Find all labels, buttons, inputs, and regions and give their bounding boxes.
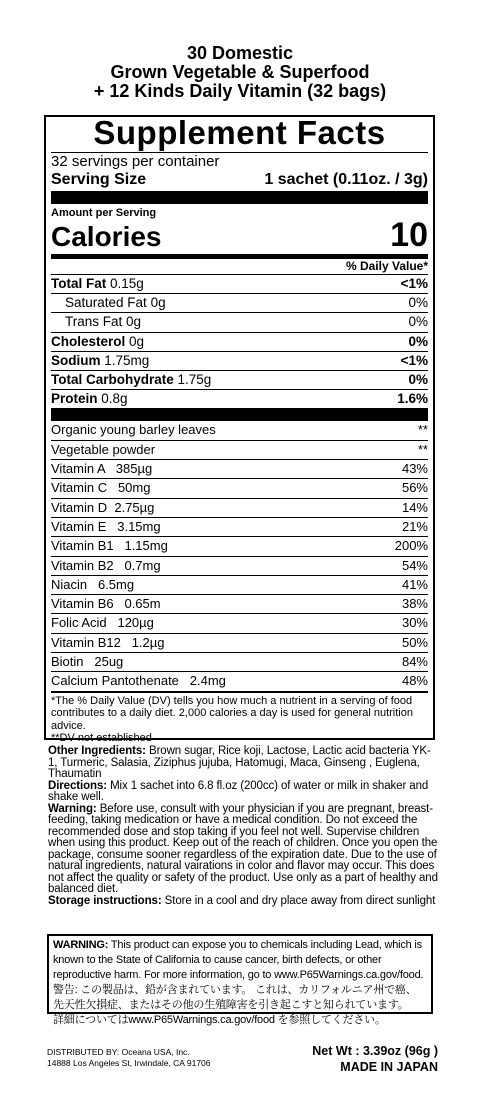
nutrient-dv: 1.6% xyxy=(397,391,428,407)
ingredient-dv: 56% xyxy=(401,480,428,496)
nutrient-row-sodium xyxy=(51,351,428,370)
ingredient-row xyxy=(51,575,428,594)
ingredient-row xyxy=(51,633,428,652)
serving-size-row xyxy=(51,171,428,189)
nutrient-amount: 1.75g xyxy=(177,372,212,388)
nutrient-row-total-fat xyxy=(51,274,428,293)
ingredient-dv: 30% xyxy=(401,615,428,631)
daily-value-header: % Daily Value* xyxy=(345,259,428,273)
ingredient-row xyxy=(51,594,428,613)
nutrient-row-total-carbohydrate xyxy=(51,370,428,389)
other-ingredients-text: Brown sugar, Rice koji, Lactose, Lactic acid bacteria YK-1, Turmeric, Salasia, Ziziphus jujuba, Hatomugi, Maca, Ginseng , Euglena, Thaumatin xyxy=(48,745,431,780)
nutrient-amount: 0.8g xyxy=(101,391,128,407)
ingredient-dv: 43% xyxy=(401,461,428,477)
warning-label: Warning: xyxy=(48,802,97,815)
nutrient-name: Cholesterol xyxy=(51,333,126,349)
prop65-japanese-3: 詳細についてはwww.P65Warnings.ca.gov/food を参照してください。 xyxy=(53,1014,386,1026)
storage-text: Store in a cool and dry place away from direct sunlight xyxy=(164,894,436,907)
nutrient-amount: 0g xyxy=(126,314,142,330)
footnote-dv-not-established: **DV not established xyxy=(51,732,152,745)
nutrient-dv: 0% xyxy=(408,333,428,349)
product-title xyxy=(40,44,440,101)
storage-label: Storage instructions: xyxy=(48,894,162,907)
ingredient-dv: ** xyxy=(417,441,428,457)
ingredient-row xyxy=(51,440,428,459)
net-weight-block xyxy=(312,1043,438,1075)
ingredient-row xyxy=(51,517,428,536)
nutrient-name: Saturated Fat xyxy=(65,295,147,311)
ingredient-dv: 48% xyxy=(401,673,428,689)
ingredient-name: Vitamin B1 1.15mg xyxy=(51,538,168,554)
directions xyxy=(48,781,438,804)
nutrient-name: Sodium xyxy=(51,352,101,368)
nutrient-name: Total Carbohydrate xyxy=(51,372,174,388)
warning-text: Before use, consult with your physician if you are pregnant, breast-feeding, taking medication or have a medical condition. Do not exceed the recommended dose and stop taking if you feel not well. Supervise children when using this product. Keep out of the reach of children. Once you open the package, consume sooner regardless of the expiration date. Due to the use of natural ingredients, natural vairations in color and flavor may occur. This does not affect the quality or safety of the product. Use only as a part of healthy and balanced diet. xyxy=(48,802,438,895)
amount-per-serving: Amount per Serving xyxy=(51,207,157,219)
prop65-warning-box xyxy=(47,934,433,1026)
net-weight: Net Wt : 3.39oz (96g ) xyxy=(312,1044,438,1058)
ingredient-name: Niacin 6.5mg xyxy=(51,576,135,592)
warning xyxy=(48,804,438,896)
ingredient-name: Biotin 25ug xyxy=(51,653,124,669)
supplement-facts-panel xyxy=(44,114,435,745)
ingredient-dv: 21% xyxy=(401,518,428,534)
directions-text: Mix 1 sachet into 6.8 fl.oz (200cc) of water or milk in shaker and shake well. xyxy=(48,779,429,803)
nutrient-amount: 0.15g xyxy=(110,276,144,291)
nutrient-row-saturated-fat xyxy=(51,293,428,312)
nutrient-name: Total Fat xyxy=(51,276,107,291)
servings-per-container: 32 servings per container xyxy=(51,153,220,170)
ingredient-dv: 14% xyxy=(401,499,428,515)
product-title-line1: 30 Domestic xyxy=(186,43,294,63)
prop65-text: This product can expose you to chemicals including Lead, which is known to the State of California to cause cancer, birth defects, or other reproductive harm. For more information, go to www.P65Warnings.ca.gov/food. xyxy=(53,939,424,981)
storage xyxy=(48,896,438,908)
nutrient-dv: <1% xyxy=(400,352,428,368)
serving-size-label: Serving Size xyxy=(51,171,147,188)
nutrient-amount: 1.75mg xyxy=(104,352,150,368)
prop65-japanese-2: 先天性欠損症、またはその他の生殖障害を引き起こすと知られています。 xyxy=(53,999,409,1011)
ingredient-dv: 50% xyxy=(401,634,428,650)
ingredient-row xyxy=(51,613,428,632)
ingredient-name: Vitamin B2 0.7mg xyxy=(51,557,161,573)
other-ingredients xyxy=(48,746,438,781)
nutrient-name: Protein xyxy=(51,391,98,407)
ingredient-name: Vitamin D 2.75µg xyxy=(51,499,155,515)
ingredient-dv: 41% xyxy=(401,576,428,592)
prop65-japanese-1: 警告: この製品は、鉛が含まれています。 これは、カリフォルニア州で癌、 xyxy=(53,984,417,996)
nutrient-row-trans-fat xyxy=(51,312,428,331)
supplement-facts-title: Supplement Facts xyxy=(93,114,386,151)
ingredient-row xyxy=(51,536,428,555)
serving-size-value: 1 sachet (0.11oz. / 3g) xyxy=(264,171,428,188)
nutrient-amount: 0g xyxy=(129,333,145,349)
footnote xyxy=(51,691,428,745)
other-info xyxy=(48,746,438,907)
ingredient-dv: ** xyxy=(417,422,428,438)
ingredient-name: Calcium Pantothenate 2.4mg xyxy=(51,673,226,689)
directions-label: Directions: xyxy=(48,779,107,792)
other-ingredients-label: Other Ingredients: xyxy=(48,745,146,757)
nutrient-dv: 0% xyxy=(408,372,428,388)
footnote-daily-value: *The % Daily Value (DV) tells you how much a nutrient in a serving of food contributes to a daily diet. 2,000 calories a day is used for general nutrition advice. xyxy=(51,694,413,732)
ingredient-name: Vegetable powder xyxy=(51,441,156,457)
ingredient-dv: 200% xyxy=(394,538,428,554)
prop65-label: WARNING: xyxy=(53,939,109,951)
nutrient-row-protein xyxy=(51,389,428,408)
distributor-address: 14888 Los Angeles St, Irwindale, CA 91706 xyxy=(47,1058,211,1068)
ingredient-name: Folic Acid 120µg xyxy=(51,615,154,631)
distributor xyxy=(47,1047,211,1069)
ingredient-name: Vitamin B12 1.2µg xyxy=(51,634,165,650)
calories-value: 10 xyxy=(390,216,428,254)
ingredient-name: Organic young barley leaves xyxy=(51,422,216,438)
ingredient-name: Vitamin C 50mg xyxy=(51,480,151,496)
ingredient-row xyxy=(51,478,428,497)
ingredient-dv: 38% xyxy=(401,596,428,612)
nutrient-name: Trans Fat xyxy=(65,314,123,330)
ingredient-row xyxy=(51,421,428,439)
prop65-warning xyxy=(53,938,427,983)
ingredient-dv: 54% xyxy=(401,557,428,573)
ingredient-name: Vitamin E 3.15mg xyxy=(51,518,161,534)
made-in: MADE IN JAPAN xyxy=(340,1060,438,1074)
ingredient-row xyxy=(51,556,428,575)
ingredient-row xyxy=(51,652,428,671)
ingredient-row xyxy=(51,671,428,690)
ingredient-row xyxy=(51,459,428,478)
calories-label: Calories xyxy=(51,221,162,252)
nutrient-amount: 0g xyxy=(150,295,166,311)
product-title-line3: + 12 Kinds Daily Vitamin (32 bags) xyxy=(93,81,387,101)
nutrient-dv: 0% xyxy=(408,314,428,330)
distributor-name: DISTRIBUTED BY: Oceana USA, Inc. xyxy=(47,1047,190,1057)
calories-row xyxy=(51,216,428,254)
nutrient-dv: 0% xyxy=(408,295,428,311)
product-title-line2: Grown Vegetable & Superfood xyxy=(110,62,370,82)
ingredient-name: Vitamin A 385µg xyxy=(51,461,153,477)
ingredient-name: Vitamin B6 0.65m xyxy=(51,596,161,612)
nutrient-dv: <1% xyxy=(400,276,428,291)
ingredient-dv: 84% xyxy=(401,653,428,669)
nutrient-row-cholesterol xyxy=(51,332,428,351)
ingredient-row xyxy=(51,498,428,517)
